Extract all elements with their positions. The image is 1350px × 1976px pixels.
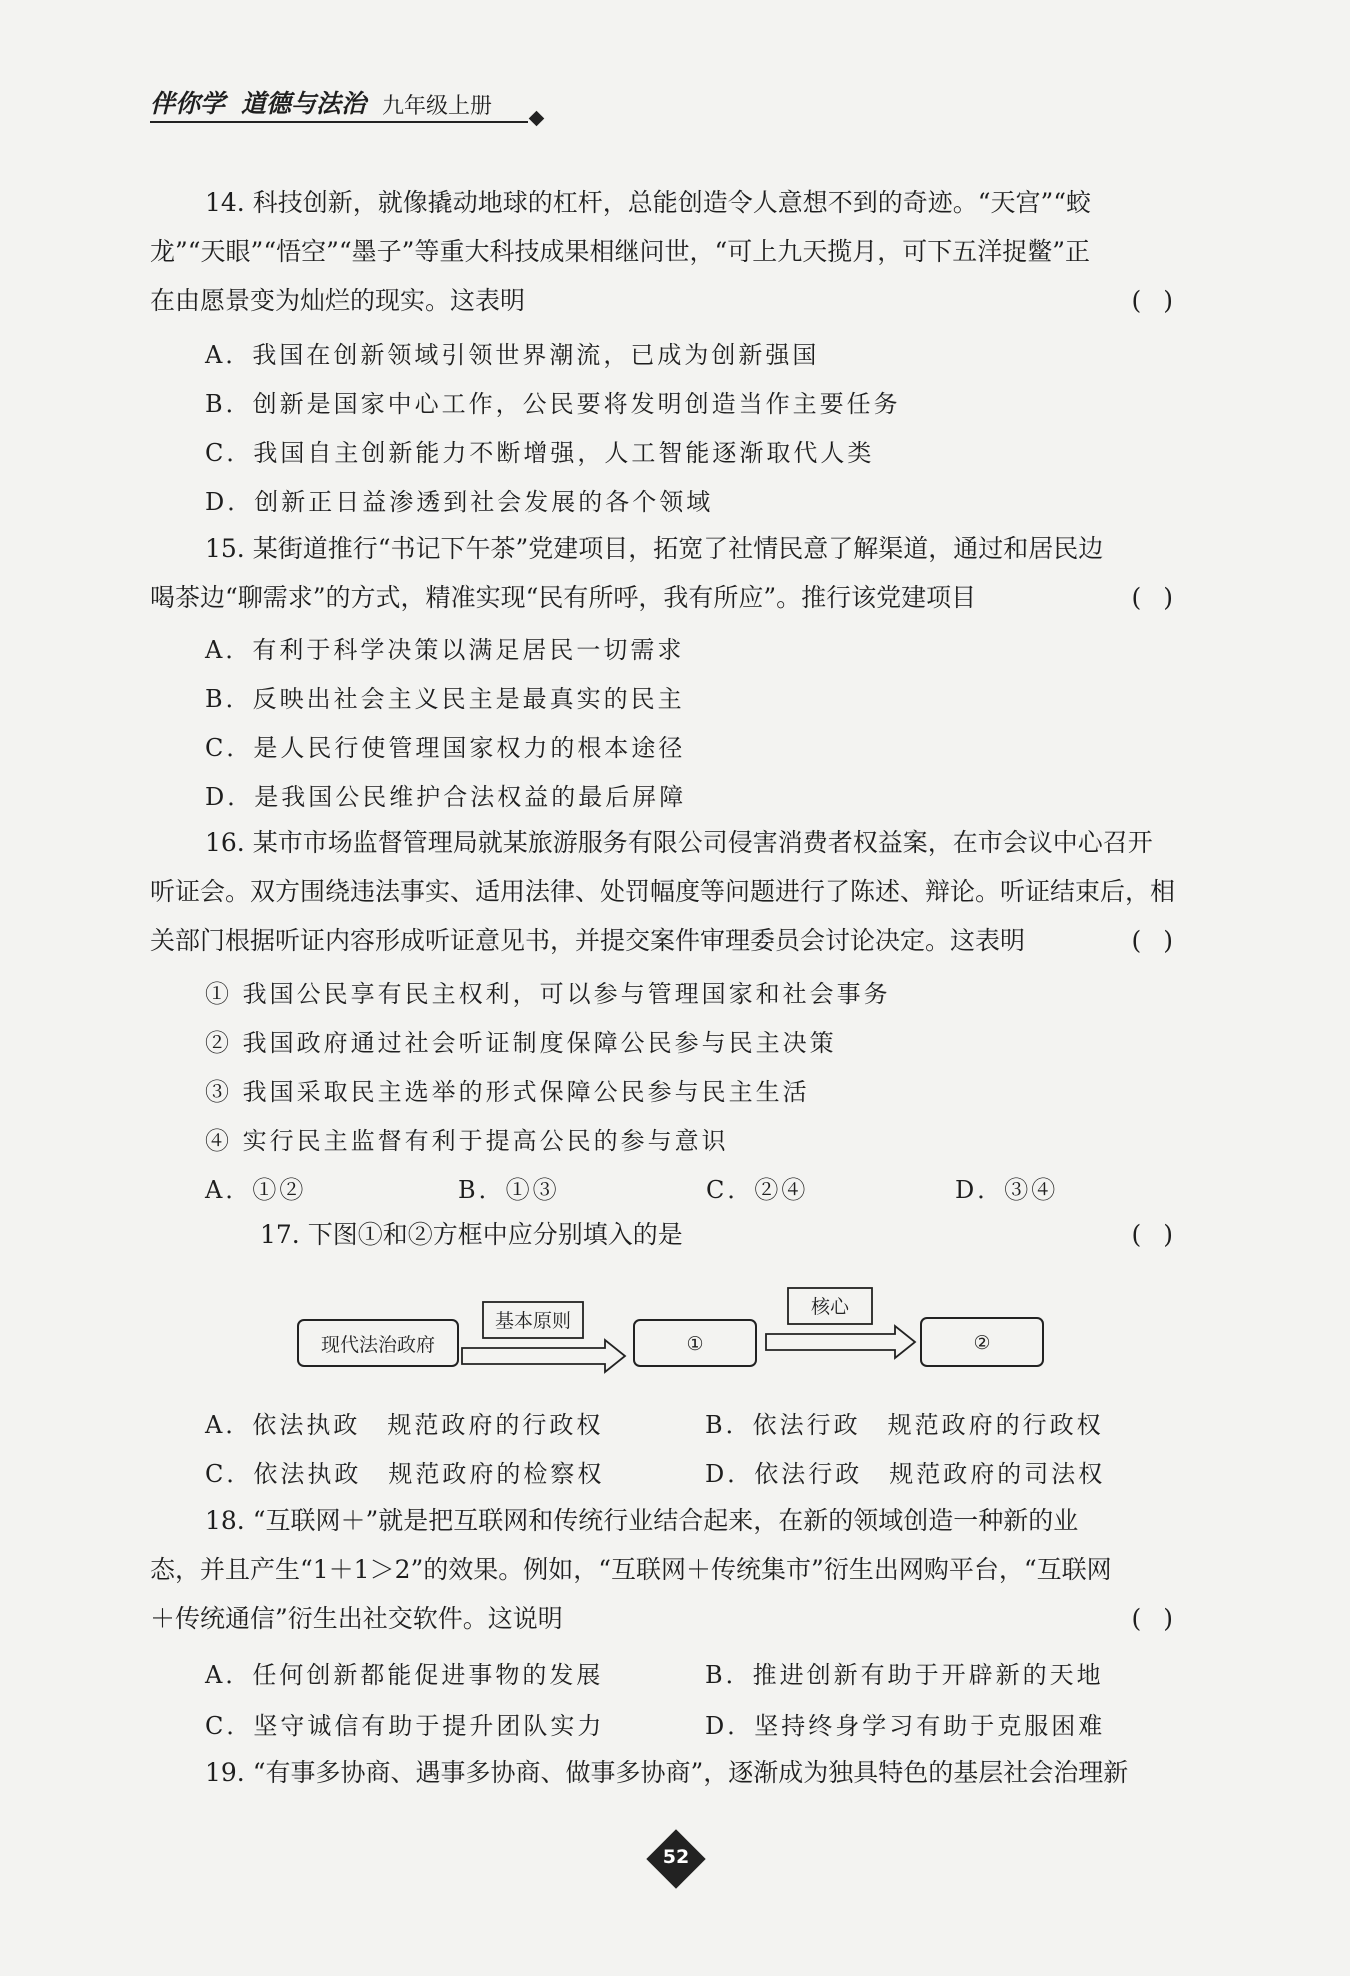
q15-answer-paren: (): [1131, 583, 1195, 612]
q14-answer-paren: (): [1131, 286, 1195, 315]
diagram-box-2: [921, 1318, 1043, 1366]
diagram-arrow2-icon: [766, 1326, 915, 1358]
q14-option-c: C．我国自主创新能力不断增强，人工智能逐渐取代人类: [205, 439, 875, 467]
q17-option-b: B．依法行政 规范政府的行政权: [705, 1411, 1104, 1439]
diagram-box-1: [634, 1320, 756, 1366]
q14-stem-line1: 14. 科技创新，就像撬动地球的杠杆，总能创造令人意想不到的奇迹。“天宫”“蛟: [205, 188, 1092, 217]
q17-stem: [150, 1210, 1195, 1259]
q14-option-d: D．创新正日益渗透到社会发展的各个领域: [205, 488, 714, 516]
q17-stem-text: 17. 下图①和②方框中应分别填入的是: [260, 1220, 683, 1249]
diagram-box-1-label: ①: [686, 1333, 704, 1355]
q16-option-a: A．①②: [205, 1176, 307, 1204]
q16-stem-line1: 16. 某市市场监督管理局就某旅游服务有限公司侵害消费者权益案，在市会议中心召开: [205, 828, 1153, 857]
diagram-arrow1-label: 基本原则: [494, 1310, 572, 1332]
q15-option-d: D．是我国公民维护合法权益的最后屏障: [205, 783, 687, 811]
q18-stem-line1: 18. “互联网＋”就是把互联网和传统行业结合起来，在新的领域创造一种新的业: [205, 1506, 1079, 1535]
header-rule: [150, 121, 528, 123]
q18-stem: [150, 1496, 1195, 1643]
diagram-arrow2-label-box: [788, 1288, 872, 1324]
page-number: 52: [662, 1846, 690, 1868]
q18-option-d: D．坚持终身学习有助于克服困难: [705, 1712, 1106, 1740]
header-subject: 道德与法治: [241, 89, 367, 118]
q19-stem-line1: 19. “有事多协商、遇事多协商、做事多协商”，逐渐成为独具特色的基层社会治理新: [205, 1758, 1129, 1787]
header-diamond-icon: [529, 111, 545, 127]
running-header: [150, 86, 492, 120]
q17-option-a: A．依法执政 规范政府的行政权: [205, 1411, 604, 1439]
q18-option-b: B．推进创新有助于开辟新的天地: [705, 1661, 1104, 1689]
q14-option-b: B．创新是国家中心工作，公民要将发明创造当作主要任务: [205, 390, 901, 418]
q14-stem-line3: 在由愿景变为灿烂的现实。这表明: [150, 286, 526, 315]
header-grade: 九年级上册: [382, 94, 493, 119]
q16-statement-2: ② 我国政府通过社会听证制度保障公民参与民主决策: [205, 1029, 837, 1057]
diagram-box-2-label: ②: [973, 1332, 991, 1354]
q16-statement-3: ③ 我国采取民主选举的形式保障公民参与民主生活: [205, 1078, 810, 1106]
header-series: 伴你学: [150, 89, 226, 118]
q14-stem: [150, 178, 1195, 325]
q15-option-a: A．有利于科学决策以满足居民一切需求: [205, 636, 685, 664]
q15-stem-line2: 喝茶边“聊需求”的方式，精准实现“民有所呼，我有所应”。推行该党建项目: [150, 583, 977, 612]
q14-option-a: A．我国在创新领域引领世界潮流，已成为创新强国: [205, 341, 820, 369]
q18-stem-line3: ＋传统通信”衍生出社交软件。这说明: [150, 1604, 563, 1633]
diagram-start-label: 现代法治政府: [320, 1334, 436, 1356]
q19-stem: [150, 1748, 1195, 1797]
q16-statement-1: ① 我国公民享有民主权利，可以参与管理国家和社会事务: [205, 980, 891, 1008]
q14-stem-line2: 龙”“天眼”“悟空”“墨子”等重大科技成果相继问世，“可上九天揽月，可下五洋捉鳖”正: [150, 237, 1091, 266]
q18-stem-line2: 态，并且产生“1＋1＞2”的效果。例如，“互联网＋传统集市”衍生出网购平台，“互联网: [150, 1555, 1112, 1584]
q17-option-c: C．依法执政 规范政府的检察权: [205, 1460, 605, 1488]
q15-option-b: B．反映出社会主义民主是最真实的民主: [205, 685, 685, 713]
q18-answer-paren: (): [1131, 1604, 1195, 1633]
q16-answer-paren: (): [1131, 926, 1195, 955]
q15-stem: [150, 524, 1195, 622]
q16-stem-line2: 听证会。双方围绕违法事实、适用法律、处罚幅度等问题进行了陈述、辩论。听证结束后，相: [150, 877, 1176, 906]
diagram-arrow2-label: 核心: [810, 1296, 850, 1318]
q18-option-c: C．坚守诚信有助于提升团队实力: [205, 1712, 605, 1740]
q16-option-c: C．②④: [706, 1176, 809, 1204]
diagram-arrow1-label-box: [483, 1302, 583, 1338]
q16-statement-4: ④ 实行民主监督有利于提高公民的参与意识: [205, 1127, 729, 1155]
q15-stem-line1: 15. 某街道推行“书记下午茶”党建项目，拓宽了社情民意了解渠道，通过和居民边: [205, 534, 1104, 563]
q17-answer-paren: (): [1131, 1220, 1195, 1249]
diagram-arrow1-icon: [462, 1340, 625, 1372]
diagram-start-box: [298, 1320, 458, 1366]
q15-option-c: C．是人民行使管理国家权力的根本途径: [205, 734, 686, 762]
q16-stem-line3: 关部门根据听证内容形成听证意见书，并提交案件审理委员会讨论决定。这表明: [150, 926, 1026, 955]
q17-option-d: D．依法行政 规范政府的司法权: [705, 1460, 1106, 1488]
q16-option-d: D．③④: [955, 1176, 1059, 1204]
q16-option-b: B．①③: [458, 1176, 560, 1204]
q16-stem: [150, 818, 1195, 965]
q18-option-a: A．任何创新都能促进事物的发展: [205, 1661, 604, 1689]
